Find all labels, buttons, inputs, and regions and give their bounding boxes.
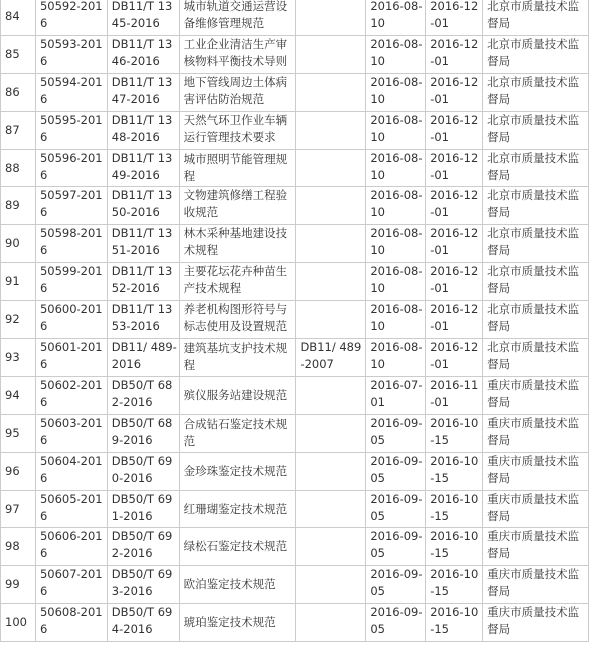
cell-issue-date: 2016-07-01 — [366, 376, 426, 414]
cell-issue-date: 2016-08-10 — [366, 339, 426, 377]
cell-record-id: 50597-2016 — [35, 187, 107, 225]
cell-issue-date: 2016-09-05 — [366, 604, 426, 642]
cell-issue-date: 2016-08-10 — [366, 73, 426, 111]
cell-issuing-authority: 北京市质量技术监督局 — [483, 301, 589, 339]
cell-standard-name: 欧泊鉴定技术规范 — [179, 566, 296, 604]
cell-replaced-standard — [296, 0, 366, 35]
table-row — [1, 376, 589, 414]
cell-replaced-standard — [296, 414, 366, 452]
cell-record-id: 50601-2016 — [35, 339, 107, 377]
table-row — [1, 301, 589, 339]
cell-standard-name: 养老机构图形符号与标志使用及设置规范 — [179, 301, 296, 339]
cell-issuing-authority: 重庆市质量技术监督局 — [483, 414, 589, 452]
cell-effective-date: 2016-12-01 — [426, 339, 483, 377]
cell-record-id: 50592-2016 — [35, 0, 107, 35]
cell-replaced-standard — [296, 376, 366, 414]
cell-issue-date: 2016-08-10 — [366, 111, 426, 149]
cell-effective-date: 2016-10-15 — [426, 452, 483, 490]
cell-standard-name: 文物建筑修缮工程验收规范 — [179, 187, 296, 225]
cell-replaced-standard — [296, 490, 366, 528]
cell-issuing-authority: 北京市质量技术监督局 — [483, 187, 589, 225]
table-body — [1, 0, 589, 642]
table-row — [1, 263, 589, 301]
cell-issuing-authority: 北京市质量技术监督局 — [483, 73, 589, 111]
cell-effective-date: 2016-12-01 — [426, 73, 483, 111]
cell-row-number: 91 — [1, 263, 36, 301]
cell-row-number: 99 — [1, 566, 36, 604]
cell-issue-date: 2016-08-10 — [366, 35, 426, 73]
cell-standard-name: 城市轨道交通运营设备维修管理规范 — [179, 0, 296, 35]
cell-effective-date: 2016-11-01 — [426, 376, 483, 414]
cell-replaced-standard — [296, 452, 366, 490]
cell-row-number: 84 — [1, 0, 36, 35]
cell-standard-name: 红珊瑚鉴定技术规范 — [179, 490, 296, 528]
cell-row-number: 95 — [1, 414, 36, 452]
cell-record-id: 50605-2016 — [35, 490, 107, 528]
cell-row-number: 100 — [1, 604, 36, 642]
cell-record-id: 50606-2016 — [35, 528, 107, 566]
cell-issue-date: 2016-08-10 — [366, 301, 426, 339]
cell-record-id: 50607-2016 — [35, 566, 107, 604]
cell-standard-code: DB50/T 692-2016 — [107, 528, 179, 566]
cell-row-number: 94 — [1, 376, 36, 414]
cell-row-number: 93 — [1, 339, 36, 377]
cell-row-number: 92 — [1, 301, 36, 339]
cell-row-number: 96 — [1, 452, 36, 490]
cell-replaced-standard: DB11/ 489-2007 — [296, 339, 366, 377]
cell-standard-name: 工业企业清洁生产审核物料平衡技术导则 — [179, 35, 296, 73]
table-row — [1, 490, 589, 528]
cell-record-id: 50598-2016 — [35, 225, 107, 263]
cell-issuing-authority: 北京市质量技术监督局 — [483, 35, 589, 73]
cell-issue-date: 2016-09-05 — [366, 566, 426, 604]
cell-record-id: 50596-2016 — [35, 149, 107, 187]
table-row — [1, 35, 589, 73]
cell-effective-date: 2016-12-01 — [426, 263, 483, 301]
cell-issue-date: 2016-09-05 — [366, 528, 426, 566]
cell-issue-date: 2016-09-05 — [366, 490, 426, 528]
cell-effective-date: 2016-12-01 — [426, 187, 483, 225]
cell-record-id: 50600-2016 — [35, 301, 107, 339]
cell-row-number: 98 — [1, 528, 36, 566]
cell-issuing-authority: 重庆市质量技术监督局 — [483, 604, 589, 642]
table-row — [1, 566, 589, 604]
cell-replaced-standard — [296, 149, 366, 187]
cell-standard-code: DB11/T 1349-2016 — [107, 149, 179, 187]
cell-issuing-authority: 重庆市质量技术监督局 — [483, 528, 589, 566]
table-row — [1, 73, 589, 111]
table-row — [1, 414, 589, 452]
cell-replaced-standard — [296, 187, 366, 225]
cell-row-number: 88 — [1, 149, 36, 187]
cell-issuing-authority: 重庆市质量技术监督局 — [483, 490, 589, 528]
cell-effective-date: 2016-12-01 — [426, 149, 483, 187]
cell-effective-date: 2016-12-01 — [426, 0, 483, 35]
cell-standard-name: 地下管线周边土体病害评估防治规范 — [179, 73, 296, 111]
table-row — [1, 111, 589, 149]
cell-standard-name: 林木采种基地建设技术规程 — [179, 225, 296, 263]
cell-replaced-standard — [296, 528, 366, 566]
cell-row-number: 89 — [1, 187, 36, 225]
table-row — [1, 149, 589, 187]
cell-standard-name: 绿松石鉴定技术规范 — [179, 528, 296, 566]
cell-effective-date: 2016-10-15 — [426, 490, 483, 528]
cell-standard-code: DB11/T 1350-2016 — [107, 187, 179, 225]
cell-effective-date: 2016-12-01 — [426, 35, 483, 73]
cell-record-id: 50593-2016 — [35, 35, 107, 73]
cell-issuing-authority: 北京市质量技术监督局 — [483, 263, 589, 301]
cell-issue-date: 2016-08-10 — [366, 225, 426, 263]
cell-row-number: 97 — [1, 490, 36, 528]
cell-standard-code: DB50/T 694-2016 — [107, 604, 179, 642]
cell-issue-date: 2016-08-10 — [366, 0, 426, 35]
cell-row-number: 85 — [1, 35, 36, 73]
cell-issuing-authority: 重庆市质量技术监督局 — [483, 452, 589, 490]
cell-standard-code: DB11/T 1345-2016 — [107, 0, 179, 35]
cell-replaced-standard — [296, 301, 366, 339]
table-row — [1, 0, 589, 35]
cell-standard-code: DB50/T 682-2016 — [107, 376, 179, 414]
table-row — [1, 225, 589, 263]
cell-effective-date: 2016-12-01 — [426, 301, 483, 339]
cell-row-number: 87 — [1, 111, 36, 149]
cell-standard-name: 金珍珠鉴定技术规范 — [179, 452, 296, 490]
cell-record-id: 50595-2016 — [35, 111, 107, 149]
cell-standard-code: DB50/T 693-2016 — [107, 566, 179, 604]
cell-standard-code: DB11/T 1348-2016 — [107, 111, 179, 149]
cell-issuing-authority: 北京市质量技术监督局 — [483, 111, 589, 149]
cell-record-id: 50608-2016 — [35, 604, 107, 642]
table-row — [1, 528, 589, 566]
table-row — [1, 604, 589, 642]
cell-record-id: 50594-2016 — [35, 73, 107, 111]
cell-issue-date: 2016-08-10 — [366, 149, 426, 187]
cell-record-id: 50602-2016 — [35, 376, 107, 414]
cell-issuing-authority: 重庆市质量技术监督局 — [483, 376, 589, 414]
cell-standard-name: 琥珀鉴定技术规范 — [179, 604, 296, 642]
cell-effective-date: 2016-10-15 — [426, 566, 483, 604]
cell-replaced-standard — [296, 263, 366, 301]
cell-effective-date: 2016-10-15 — [426, 414, 483, 452]
cell-issuing-authority: 北京市质量技术监督局 — [483, 0, 589, 35]
cell-issue-date: 2016-09-05 — [366, 452, 426, 490]
cell-standard-code: DB11/T 1353-2016 — [107, 301, 179, 339]
cell-row-number: 86 — [1, 73, 36, 111]
cell-replaced-standard — [296, 111, 366, 149]
cell-effective-date: 2016-10-15 — [426, 528, 483, 566]
cell-issuing-authority: 北京市质量技术监督局 — [483, 225, 589, 263]
cell-standard-code: DB50/T 689-2016 — [107, 414, 179, 452]
cell-record-id: 50603-2016 — [35, 414, 107, 452]
cell-standard-code: DB50/T 690-2016 — [107, 452, 179, 490]
table-row — [1, 187, 589, 225]
table-row — [1, 452, 589, 490]
cell-standard-name: 城市照明节能管理规程 — [179, 149, 296, 187]
cell-record-id: 50599-2016 — [35, 263, 107, 301]
cell-issuing-authority: 北京市质量技术监督局 — [483, 339, 589, 377]
cell-record-id: 50604-2016 — [35, 452, 107, 490]
cell-effective-date: 2016-10-15 — [426, 604, 483, 642]
cell-row-number: 90 — [1, 225, 36, 263]
cell-replaced-standard — [296, 604, 366, 642]
cell-standard-name: 建筑基坑支护技术规程 — [179, 339, 296, 377]
cell-standard-name: 合成钻石鉴定技术规范 — [179, 414, 296, 452]
cell-issue-date: 2016-08-10 — [366, 187, 426, 225]
cell-issue-date: 2016-08-10 — [366, 263, 426, 301]
table-row — [1, 339, 589, 377]
cell-issuing-authority: 北京市质量技术监督局 — [483, 149, 589, 187]
cell-standard-code: DB11/ 489-2016 — [107, 339, 179, 377]
cell-standard-name: 殡仪服务站建设规范 — [179, 376, 296, 414]
cell-issuing-authority: 重庆市质量技术监督局 — [483, 566, 589, 604]
cell-standard-code: DB11/T 1352-2016 — [107, 263, 179, 301]
cell-effective-date: 2016-12-01 — [426, 225, 483, 263]
cell-replaced-standard — [296, 566, 366, 604]
cell-effective-date: 2016-12-01 — [426, 111, 483, 149]
cell-replaced-standard — [296, 35, 366, 73]
cell-standard-code: DB11/T 1351-2016 — [107, 225, 179, 263]
cell-standard-name: 主要花坛花卉种苗生产技术规程 — [179, 263, 296, 301]
cell-issue-date: 2016-09-05 — [366, 414, 426, 452]
cell-standard-name: 天然气环卫作业车辆运行管理技术要求 — [179, 111, 296, 149]
cell-replaced-standard — [296, 73, 366, 111]
cell-replaced-standard — [296, 225, 366, 263]
cell-standard-code: DB11/T 1347-2016 — [107, 73, 179, 111]
cell-standard-code: DB50/T 691-2016 — [107, 490, 179, 528]
cell-standard-code: DB11/T 1346-2016 — [107, 35, 179, 73]
